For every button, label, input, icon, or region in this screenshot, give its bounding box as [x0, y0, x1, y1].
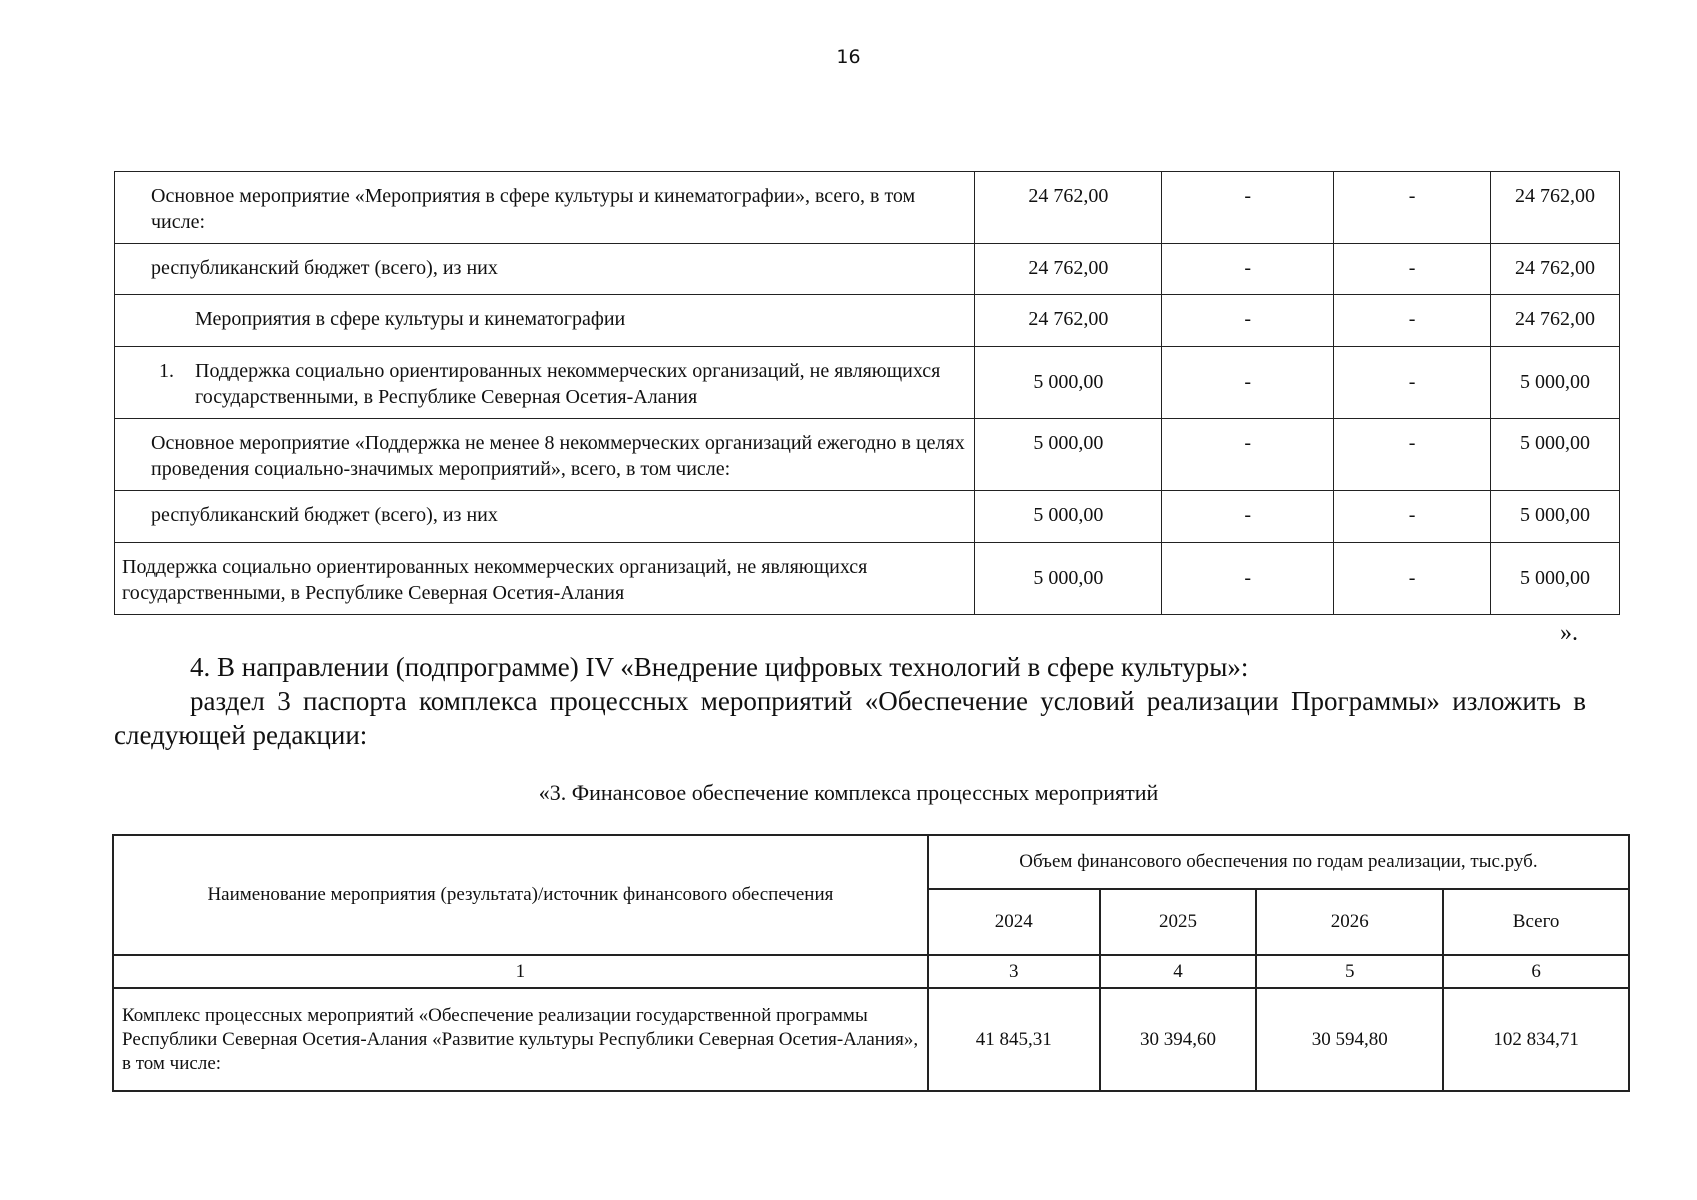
activity-name-cell	[115, 347, 975, 419]
header-total: Всего	[1443, 889, 1629, 955]
activity-name: республиканский бюджет (всего), из них	[115, 491, 975, 543]
value-2024: 5 000,00	[975, 347, 1162, 419]
value-2024: 5 000,00	[975, 543, 1162, 615]
col-number: 3	[928, 955, 1100, 988]
value-2025: -	[1162, 491, 1334, 543]
table-row	[113, 988, 1629, 1091]
value-2026: -	[1334, 347, 1491, 419]
value-2024: 24 762,00	[975, 244, 1162, 295]
value-2025: -	[1162, 543, 1334, 615]
activity-name: Мероприятия в сфере культуры и кинематографии	[115, 295, 975, 347]
value-2024: 24 762,00	[975, 172, 1162, 244]
header-year-2026: 2026	[1256, 889, 1443, 955]
activity-name: Поддержка социально ориентированных некоммерческих организаций, не являющихся государственными, в Республике Северная Осетия-Алания	[195, 360, 941, 408]
col-number: 5	[1256, 955, 1443, 988]
value-2024: 41 845,31	[928, 988, 1100, 1091]
value-2026: -	[1334, 244, 1491, 295]
paragraph-subprogram: 4. В направлении (подпрограмме) IV «Внедрение цифровых технологий в сфере культуры»:	[190, 652, 1249, 682]
value-2024: 5 000,00	[975, 491, 1162, 543]
activity-name: Поддержка социально ориентированных некоммерческих организаций, не являющихся государственными, в Республике Северная Осетия-Алания	[115, 543, 975, 615]
section-title: «3. Финансовое обеспечение комплекса процессных мероприятий	[538, 780, 1159, 805]
col-number: 6	[1443, 955, 1629, 988]
value-2024: 5 000,00	[975, 419, 1162, 491]
header-year-2025: 2025	[1100, 889, 1257, 955]
value-2026: -	[1334, 295, 1491, 347]
page-number: 16	[836, 46, 861, 68]
table-row	[115, 347, 1620, 419]
value-total: 24 762,00	[1491, 172, 1620, 244]
activity-name: Основное мероприятие «Поддержка не менее 8 некоммерческих организаций ежегодно в целях проведения социально-значимых мероприятий», всего, в том числе:	[115, 419, 975, 491]
value-2026: -	[1334, 419, 1491, 491]
header-year-2024: 2024	[928, 889, 1100, 955]
activity-name: Комплекс процессных мероприятий «Обеспечение реализации государственной программы Республики Северная Осетия-Алания «Развитие культуры Республики Северная Осетия-Алания», в том числе:	[113, 988, 928, 1091]
value-2024: 24 762,00	[975, 295, 1162, 347]
value-total: 5 000,00	[1491, 347, 1620, 419]
value-2026: -	[1334, 543, 1491, 615]
value-2026: -	[1334, 172, 1491, 244]
value-total: 24 762,00	[1491, 295, 1620, 347]
activity-name: республиканский бюджет (всего), из них	[115, 244, 975, 295]
table-row	[115, 419, 1620, 491]
value-total: 102 834,71	[1443, 988, 1629, 1091]
table-row	[115, 172, 1620, 244]
header-row	[113, 835, 1629, 889]
value-total: 5 000,00	[1491, 491, 1620, 543]
col-number: 4	[1100, 955, 1257, 988]
header-name: Наименование мероприятия (результата)/источник финансового обеспечения	[113, 835, 928, 955]
value-total: 5 000,00	[1491, 543, 1620, 615]
table-row	[115, 244, 1620, 295]
item-number: 1.	[159, 360, 174, 382]
activity-name: Основное мероприятие «Мероприятия в сфере культуры и кинематографии», всего, в том числе:	[115, 172, 975, 244]
value-2026: -	[1334, 491, 1491, 543]
table-row	[115, 543, 1620, 615]
table-row	[115, 491, 1620, 543]
table-row	[115, 295, 1620, 347]
column-numbers-row	[113, 955, 1629, 988]
funding-table-continued	[114, 171, 1620, 615]
value-2026: 30 594,80	[1256, 988, 1443, 1091]
value-2025: 30 394,60	[1100, 988, 1257, 1091]
value-total: 24 762,00	[1491, 244, 1620, 295]
header-volume: Объем финансового обеспечения по годам реализации, тыс.руб.	[928, 835, 1629, 889]
value-2025: -	[1162, 295, 1334, 347]
value-2025: -	[1162, 244, 1334, 295]
col-number: 1	[113, 955, 928, 988]
paragraph-section-edit: раздел 3 паспорта комплекса процессных мероприятий «Обеспечение условий реализации Программы» изложить в следующей редакции:	[114, 686, 1586, 750]
value-total: 5 000,00	[1491, 419, 1620, 491]
closing-quote: ».	[1560, 620, 1578, 646]
value-2025: -	[1162, 419, 1334, 491]
value-2025: -	[1162, 347, 1334, 419]
funding-table	[112, 834, 1630, 1092]
value-2025: -	[1162, 172, 1334, 244]
